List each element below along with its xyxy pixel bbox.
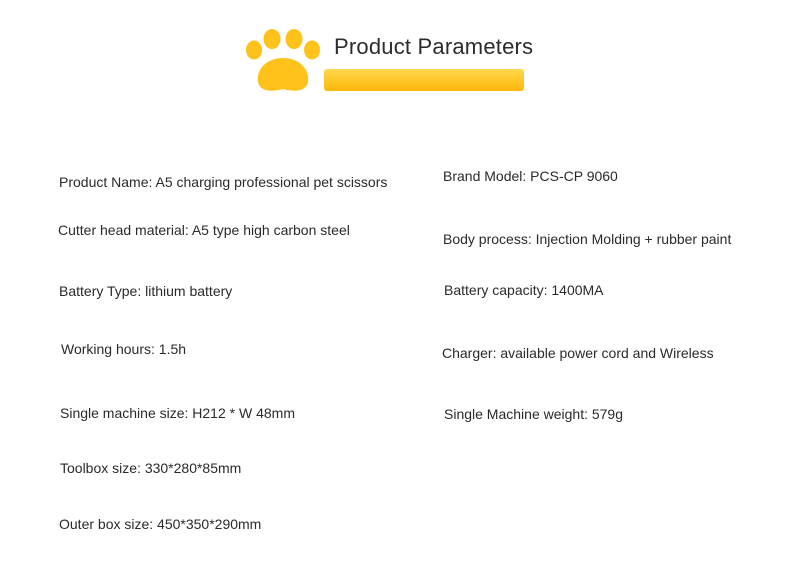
title-underline <box>324 69 524 91</box>
param-toolbox-size: Toolbox size: 330*280*85mm <box>60 460 242 476</box>
param-charger: Charger: available power cord and Wireless <box>442 345 714 361</box>
param-battery-type: Battery Type: lithium battery <box>59 283 233 299</box>
page-title: Product Parameters <box>334 34 534 59</box>
param-single-machine-size: Single machine size: H212 * W 48mm <box>60 405 295 421</box>
param-battery-capacity: Battery capacity: 1400MA <box>444 282 604 298</box>
param-body-process: Body process: Injection Molding + rubber paint <box>443 231 732 247</box>
param-single-machine-weight: Single Machine weight: 579g <box>444 406 624 422</box>
paw-icon <box>244 28 322 96</box>
param-cutter-head-material: Cutter head material: A5 type high carbon steel <box>58 222 350 238</box>
param-product-name: Product Name: A5 charging professional pet scissors <box>59 174 388 190</box>
param-brand-model: Brand Model: PCS-CP 9060 <box>443 168 618 184</box>
param-outer-box-size: Outer box size: 450*350*290mm <box>59 516 262 532</box>
page-header <box>240 26 560 98</box>
param-working-hours: Working hours: 1.5h <box>61 341 187 357</box>
